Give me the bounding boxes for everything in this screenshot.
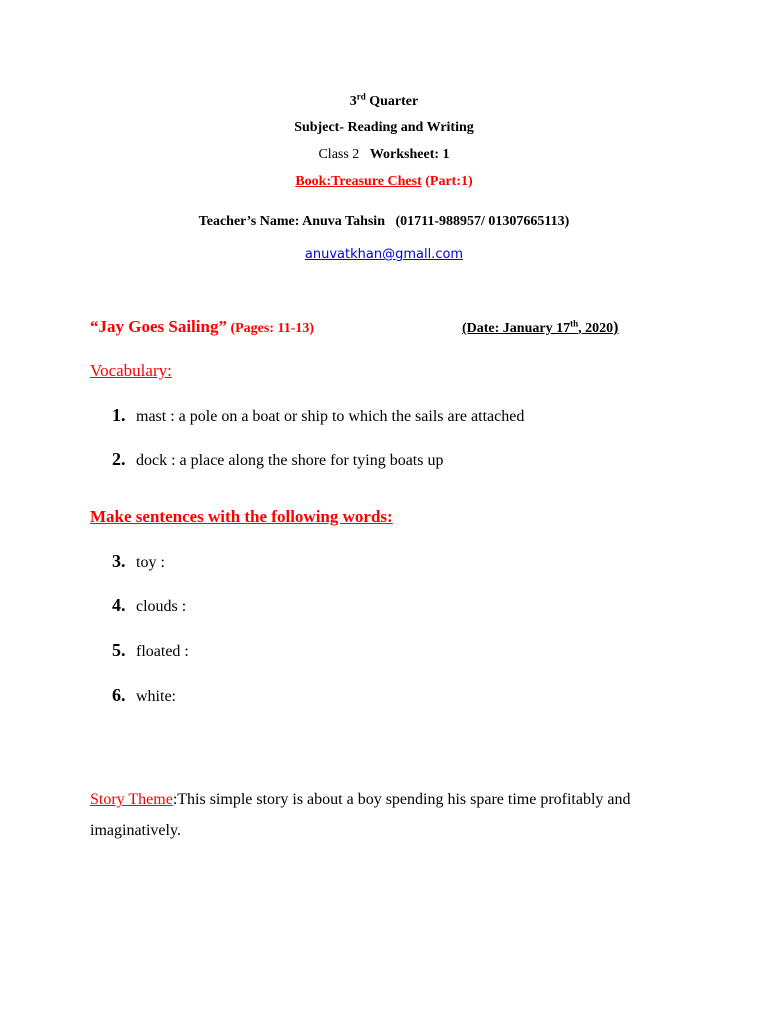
list-item — [112, 640, 189, 661]
story-theme-text: :This simple story is about a boy spending his spare time profitably and imaginatively. — [90, 791, 631, 839]
story-pages: (Pages: 11-13) — [226, 321, 315, 336]
date-close: ) — [613, 319, 619, 336]
story-theme — [90, 784, 690, 846]
quarter-number: 3 — [349, 94, 357, 109]
book-title: Book:Treasure Chest — [295, 174, 422, 189]
story-title-text: “Jay Goes Sailing” — [90, 317, 227, 336]
list-item-number: 3. — [112, 551, 126, 571]
book-part: (Part:1) — [421, 174, 473, 189]
list-item — [112, 595, 186, 616]
quarter-word: Quarter — [365, 94, 419, 109]
list-item-text: toy : — [136, 554, 165, 571]
list-item — [112, 551, 165, 572]
list-item-text: floated : — [136, 643, 189, 660]
sentences-heading: Make sentences with the following words: — [90, 507, 393, 526]
story-date — [462, 319, 618, 337]
class-line — [0, 147, 768, 163]
date-prefix: (Date: January 17 — [462, 321, 571, 336]
list-item-text: dock : a place along the shore for tying boats up — [136, 452, 444, 469]
list-item — [112, 685, 176, 706]
list-item-text: white: — [136, 688, 176, 705]
quarter-ordinal: rd — [356, 91, 366, 102]
story-theme-label: Story Theme — [90, 791, 173, 808]
list-item-text: clouds : — [136, 598, 187, 615]
list-item-number: 1. — [112, 405, 126, 425]
list-item-number: 6. — [112, 685, 126, 705]
list-item-text: mast : a pole on a boat or ship to which the sails are attached — [136, 408, 525, 425]
list-item — [112, 405, 524, 426]
story-title — [90, 317, 314, 337]
email-link[interactable]: anuvatkhan@gmall.com — [304, 247, 464, 262]
list-item-number: 5. — [112, 640, 126, 660]
email-line — [0, 247, 768, 262]
vocabulary-heading: Vocabulary: — [90, 361, 172, 380]
date-suffix: , 2020 — [578, 321, 614, 336]
worksheet-label: Worksheet: 1 — [369, 147, 450, 162]
list-item — [112, 449, 443, 470]
quarter-heading — [0, 91, 768, 110]
subject-heading: Subject- Reading and Writing — [294, 120, 474, 135]
date-ordinal: th — [570, 318, 579, 329]
teacher-info: Teacher’s Name: Anuva Tahsin (01711-988957/ 01307665113) — [198, 214, 570, 229]
class-label: Class 2 — [318, 147, 360, 162]
list-item-number: 4. — [112, 595, 126, 615]
list-item-number: 2. — [112, 449, 126, 469]
book-line — [0, 174, 768, 190]
